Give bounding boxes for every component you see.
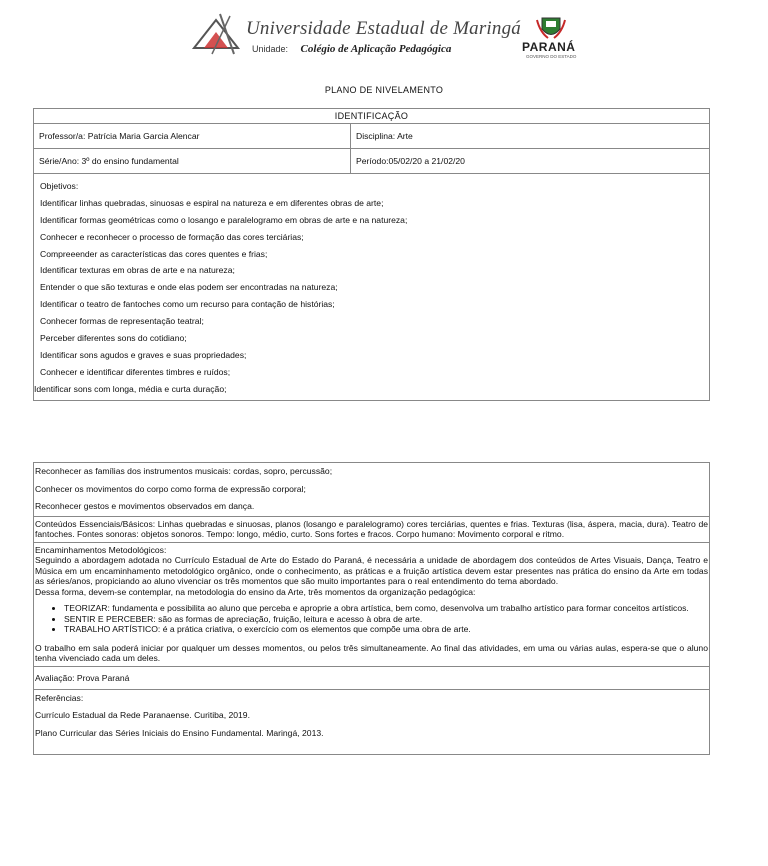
references-cell xyxy=(34,689,710,755)
contents-text: Conteúdos Essenciais/Básicos: Linhas quebradas e sinuosas, planos (losango e paralelogramo) cores terciárias, quentes e frias. Texturas (lisa, áspera, macia, dura). Teatro de fantoches. Fontes sonoras: objetos sonoros. Tempo: longo, médio, curto. Sons fortes e fracos. Corpo humano: Movimento corporal e ritmo. xyxy=(35,518,708,539)
objective-item: Conhecer os movimentos do corpo como forma de expressão corporal; xyxy=(35,483,306,494)
objective-item: Entender o que são texturas e onde elas podem ser encontradas na natureza; xyxy=(40,282,338,293)
objective-item: Identificar linhas quebradas, sinuosas e espiral na natureza e em diferentes obras de arte; xyxy=(40,197,384,208)
objectives-continuation-cell xyxy=(34,463,710,517)
serie-field: Série/Ano: 3º do ensino fundamental xyxy=(39,156,179,166)
references-label: Referências: xyxy=(35,692,84,703)
objective-item: Conhecer e reconhecer o processo de formação das cores terciárias; xyxy=(40,231,304,242)
uem-logo-icon xyxy=(190,10,242,56)
objective-item: Identificar o teatro de fantoches como um recurso para contação de histórias; xyxy=(40,299,335,310)
unidade-label: Unidade: xyxy=(252,44,289,54)
state-subtitle: GOVERNO DO ESTADO xyxy=(526,54,577,59)
disciplina-field: Disciplina: Arte xyxy=(356,131,413,141)
university-name: Universidade Estadual de Maringá xyxy=(246,18,522,39)
methodology-list xyxy=(34,603,709,635)
methodology-bullet: • SENTIR E PERCEBER: são as formas de apreciação, fruição, leitura e acesso à obra de arte. xyxy=(64,614,709,625)
objective-item: Conhecer formas de representação teatral; xyxy=(40,316,204,327)
methodology-paragraph: O trabalho em sala poderá iniciar por qualquer um desses momentos, ou pelos três simultaneamente. Ao final das atividades, em uma ou várias aulas, espera-se que o aluno tenha vivenciado cada um deles. xyxy=(35,642,708,663)
document-header xyxy=(190,10,600,58)
plan-details-table xyxy=(33,462,710,755)
objectives-label: Objetivos: xyxy=(40,181,79,191)
methodology-paragraph: Seguindo a abordagem adotada no Currículo Estadual de Arte do Estado do Paraná, é necessária a unidade de abordagem dos conteúdos de Artes Visuais, Dança, Teatro e Música em um encaminhamento metodológico orgânico, onde o conhecimento, as práticas e a fruição artística devem estar presentes nas prática do ensino da Arte em todas as séries/anos, propiciando ao aluno vivenciar os três momentos que são muito importantes para o real entendimento do tema abordado. xyxy=(35,555,708,586)
contents-cell xyxy=(34,516,710,542)
objective-item: Reconhecer as famílias dos instrumentos musicais: cordas, sopro, percussão; xyxy=(35,466,333,476)
evaluation-text: Avaliação: Prova Paraná xyxy=(35,672,130,683)
objective-item: Perceber diferentes sons do cotidiano; xyxy=(40,333,187,344)
objective-item: Identificar texturas em obras de arte e na natureza; xyxy=(40,265,235,276)
college-name: Colégio de Aplicação Pedagógica xyxy=(300,43,452,55)
methodology-bullet: • TRABALHO ARTÍSTICO: é a prática criativa, o exercício com os elementos que compõe uma obra de arte. xyxy=(64,624,709,635)
reference-item: Currículo Estadual da Rede Paranaense. Curitiba, 2019. xyxy=(35,710,250,720)
methodology-paragraph: Dessa forma, devem-se contemplar, na metodologia do ensino da Arte, três momentos da organização pedagógica: xyxy=(35,586,476,597)
methodology-cell xyxy=(34,542,710,666)
state-name: PARANÁ xyxy=(522,40,576,54)
reference-item: Plano Curricular das Séries Iniciais do Ensino Fundamental. Maringá, 2013. xyxy=(35,727,324,738)
objective-item: Compreeender as características das cores quentes e frias; xyxy=(40,248,268,259)
objectives-cell xyxy=(34,174,710,401)
identification-table xyxy=(33,108,710,401)
methodology-label: Encaminhamentos Metodológicos: xyxy=(35,544,167,555)
document-title: PLANO DE NIVELAMENTO xyxy=(324,85,444,95)
objective-item: Reconhecer gestos e movimentos observados em dança. xyxy=(35,501,255,511)
periodo-field: Período:05/02/20 a 21/02/20 xyxy=(356,156,465,166)
objective-item: Identificar formas geométricas como o losango e paralelogramo em obras de arte e na natureza; xyxy=(40,214,408,225)
objective-item: Identificar sons com longa, média e curta duração; xyxy=(34,383,227,394)
professor-field: Professor/a: Patrícia Maria Garcia Alencar xyxy=(39,131,200,141)
methodology-bullet: • TEORIZAR: fundamenta e possibilita ao aluno que perceba e aproprie a obra artística, bem como, desenvolva um trabalho artístico para formar conceitos artísticos. xyxy=(64,603,709,614)
objective-item: Conhecer e identificar diferentes timbres e ruídos; xyxy=(40,366,231,377)
parana-crest-icon xyxy=(536,12,566,42)
objective-item: Identificar sons agudos e graves e suas propriedades; xyxy=(40,349,247,360)
evaluation-cell xyxy=(34,666,710,689)
identification-heading: IDENTIFICAÇÃO xyxy=(34,109,710,124)
